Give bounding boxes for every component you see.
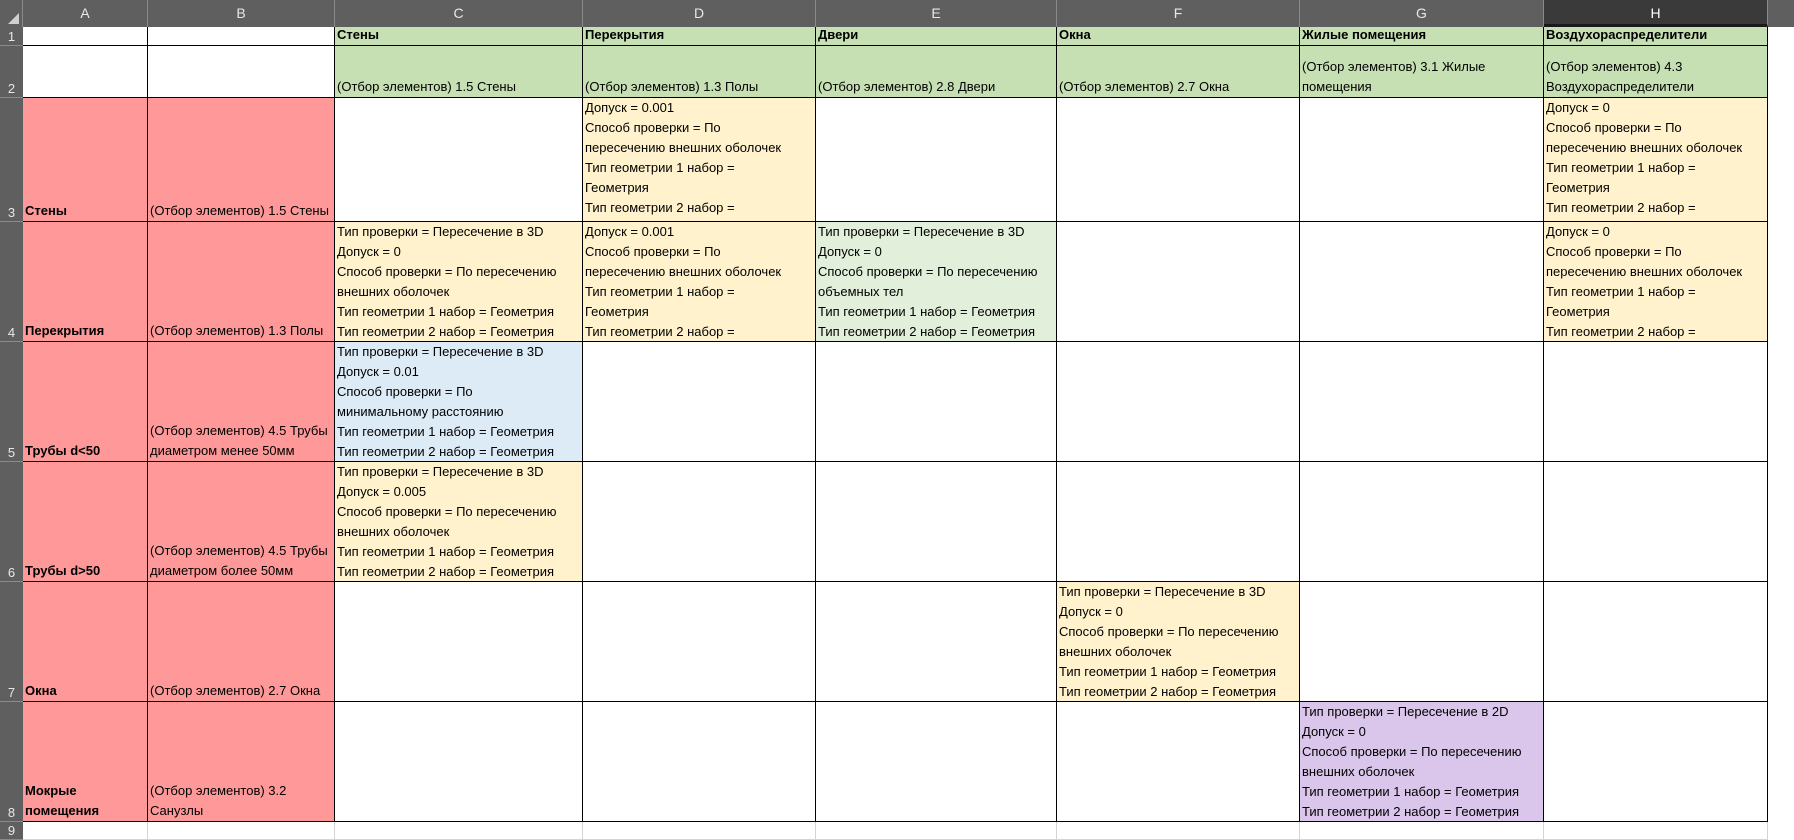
cell-text-line: Тип проверки = Пересечение в 3D: [818, 224, 1025, 239]
cell-d3[interactable]: [583, 98, 816, 222]
cell-text-line: Тип геометрии 2 набор =: [585, 200, 735, 215]
cell-h7[interactable]: [1544, 582, 1768, 702]
cell-text-line: Тип геометрии 2 набор =: [1546, 200, 1696, 215]
row-number: 2: [7, 81, 16, 96]
cell-text-line: Тип геометрии 1 набор = Геометрия: [337, 304, 555, 319]
cell-text-block: [1302, 702, 1541, 822]
cell-f7[interactable]: [1057, 582, 1300, 702]
header-cell-e2[interactable]: [816, 46, 1057, 98]
cell-d8[interactable]: [583, 702, 816, 822]
cell-text-line: Тип проверки = Пересечение в 3D: [1059, 584, 1266, 599]
header-cell-h2[interactable]: [1544, 46, 1768, 98]
cell-h5[interactable]: [1544, 342, 1768, 462]
cell-g9[interactable]: [1300, 822, 1544, 840]
cell-text-line: Тип проверки = Пересечение в 2D: [1302, 704, 1509, 719]
row-header-9[interactable]: [0, 822, 23, 840]
cell-d4[interactable]: [583, 222, 816, 342]
cell-text: (Отбор элементов) 2.7 Окна: [1059, 79, 1230, 94]
cell-text-block: [337, 342, 580, 462]
row-number: 4: [7, 325, 16, 340]
row-number: 3: [7, 205, 16, 220]
cell-text: Стены: [25, 203, 67, 218]
cell-text-line: Тип геометрии 1 набор =: [1546, 160, 1696, 175]
cell-text-line: Тип геометрии 1 набор =: [1546, 284, 1696, 299]
cell-text-line: Тип проверки = Пересечение в 3D: [337, 224, 544, 239]
cell-text-line: Геометрия: [585, 180, 649, 195]
cell-text: (Отбор элементов) 4.3 Воздухораспределители: [1546, 59, 1694, 94]
cell-text-line: Способ проверки = По: [585, 120, 721, 135]
cell-a1[interactable]: [23, 27, 148, 46]
cell-text-line: пересечению внешних оболочек: [1546, 140, 1743, 155]
cell-text-line: Тип геометрии 2 набор = Геометрия: [337, 444, 555, 459]
cell-text-line: Тип геометрии 1 набор = Геометрия: [337, 544, 555, 559]
select-all-corner[interactable]: [0, 0, 23, 27]
cell-text-line: Допуск = 0.001: [585, 224, 675, 239]
cell-g7[interactable]: [1300, 582, 1544, 702]
cell-text-block: [585, 222, 813, 342]
row-header-2[interactable]: [0, 46, 23, 98]
cell-f3[interactable]: [1057, 98, 1300, 222]
cell-text: Окна: [25, 683, 57, 698]
cell-h8[interactable]: [1544, 702, 1768, 822]
cell-h9[interactable]: [1544, 822, 1768, 840]
cell-e5[interactable]: [816, 342, 1057, 462]
cell-text-line: внешних оболочек: [1059, 644, 1172, 659]
cell-g8[interactable]: [1300, 702, 1544, 822]
cell-f6[interactable]: [1057, 462, 1300, 582]
cell-text-line: Тип геометрии 1 набор = Геометрия: [818, 304, 1036, 319]
cell-text: (Отбор элементов) 1.3 Полы: [150, 323, 324, 338]
cell-text: (Отбор элементов) 1.5 Стены: [337, 79, 516, 94]
cell-h4[interactable]: [1544, 222, 1768, 342]
cell-c7[interactable]: [335, 582, 583, 702]
cell-text-line: Тип геометрии 1 набор = Геометрия: [337, 424, 555, 439]
cell-text-line: Тип геометрии 2 набор = Геометрия: [1059, 684, 1277, 699]
cell-g6[interactable]: [1300, 462, 1544, 582]
column-header-c[interactable]: C: [335, 0, 583, 27]
cell-text-block: [337, 462, 580, 582]
cell-text: (Отбор элементов) 4.5 Трубы диаметром более 50мм: [150, 543, 328, 578]
cell-d7[interactable]: [583, 582, 816, 702]
cell-text-block: [1059, 582, 1297, 702]
cell-text-line: Тип геометрии 2 набор = Геометрия: [337, 324, 555, 339]
row-label-b7[interactable]: [148, 582, 335, 702]
row-label-b5[interactable]: [148, 342, 335, 462]
cell-text-line: пересечению внешних оболочек: [585, 264, 782, 279]
row-label-a8[interactable]: [23, 702, 148, 822]
cell-text-line: Допуск = 0: [818, 244, 882, 259]
cell-e4[interactable]: [816, 222, 1057, 342]
column-header-f[interactable]: F: [1057, 0, 1300, 27]
cell-text-line: Способ проверки = По: [337, 384, 473, 399]
cell-b1[interactable]: [148, 27, 335, 46]
header-cell-d1[interactable]: [583, 27, 816, 46]
column-header-b[interactable]: B: [148, 0, 335, 27]
cell-f8[interactable]: [1057, 702, 1300, 822]
cell-c3[interactable]: [335, 98, 583, 222]
cell-text: (Отбор элементов) 1.3 Полы: [585, 79, 759, 94]
cell-text-line: Допуск = 0: [1546, 100, 1610, 115]
cell-text: Перекрытия: [585, 27, 665, 42]
cell-b9[interactable]: [148, 822, 335, 840]
row-label-a7[interactable]: [23, 582, 148, 702]
cell-text: Окна: [1059, 27, 1091, 42]
cell-e8[interactable]: [816, 702, 1057, 822]
cell-text-line: Способ проверки = По пересечению: [1059, 624, 1279, 639]
row-header-6[interactable]: [0, 462, 23, 582]
cell-text-line: Геометрия: [1546, 304, 1610, 319]
header-cell-g1[interactable]: [1300, 27, 1544, 46]
cell-text: (Отбор элементов) 2.7 Окна: [150, 683, 321, 698]
cell-text-line: внешних оболочек: [337, 284, 450, 299]
cell-text-line: Тип геометрии 2 набор = Геометрия: [1302, 804, 1520, 819]
cell-text: Жилые помещения: [1302, 27, 1427, 42]
cell-text-line: Допуск = 0: [1059, 604, 1123, 619]
cell-text: Трубы d<50: [25, 443, 101, 458]
cell-text-line: Тип геометрии 2 набор = Геометрия: [337, 564, 555, 579]
cell-g3[interactable]: [1300, 98, 1544, 222]
header-cell-f1[interactable]: [1057, 27, 1300, 46]
cell-text-line: Способ проверки = По: [585, 244, 721, 259]
cell-f9[interactable]: [1057, 822, 1300, 840]
cell-g4[interactable]: [1300, 222, 1544, 342]
cell-text: Трубы d>50: [25, 563, 101, 578]
cell-text-line: Допуск = 0: [1302, 724, 1366, 739]
row-header-5[interactable]: [0, 342, 23, 462]
cell-text-line: Способ проверки = По: [1546, 120, 1682, 135]
header-cell-c1[interactable]: [335, 27, 583, 46]
row-header-3[interactable]: [0, 98, 23, 222]
cell-b2[interactable]: [148, 46, 335, 98]
row-label-b4[interactable]: [148, 222, 335, 342]
column-header-h[interactable]: H: [1544, 0, 1768, 27]
cell-text-block: [585, 98, 813, 218]
row-label-a5[interactable]: [23, 342, 148, 462]
cell-text-line: Способ проверки = По пересечению: [1302, 744, 1522, 759]
row-label-a6[interactable]: [23, 462, 148, 582]
cell-text: Двери: [818, 27, 859, 42]
cell-text-line: пересечению внешних оболочек: [1546, 264, 1743, 279]
cell-text-line: внешних оболочек: [1302, 764, 1415, 779]
cell-text-line: Способ проверки = По пересечению: [818, 264, 1038, 279]
cell-text-line: Допуск = 0.01: [337, 364, 419, 379]
cell-text-line: Способ проверки = По пересечению: [337, 504, 557, 519]
header-cell-g2[interactable]: [1300, 46, 1544, 98]
column-header-d[interactable]: D: [583, 0, 816, 27]
column-header-g[interactable]: G: [1300, 0, 1544, 27]
row-header-4[interactable]: [0, 222, 23, 342]
cell-text: Воздухораспределители: [1546, 27, 1708, 42]
cell-text-block: [818, 222, 1054, 342]
cell-text: (Отбор элементов) 3.1 Жилые помещения: [1302, 59, 1486, 94]
cell-text-line: Тип проверки = Пересечение в 3D: [337, 464, 544, 479]
cell-text-block: [337, 222, 580, 342]
cell-g5[interactable]: [1300, 342, 1544, 462]
cell-a9[interactable]: [23, 822, 148, 840]
cell-text-block: [1546, 222, 1765, 342]
cell-e9[interactable]: [816, 822, 1057, 840]
select-all-triangle-icon: [8, 13, 19, 24]
row-number: 7: [7, 685, 16, 700]
cell-a2[interactable]: [23, 46, 148, 98]
row-header-8[interactable]: [0, 702, 23, 822]
cell-text: Мокрые помещения: [25, 783, 100, 818]
cell-text-line: Способ проверки = По: [1546, 244, 1682, 259]
cell-c6[interactable]: [335, 462, 583, 582]
cell-text: (Отбор элементов) 4.5 Трубы диаметром менее 50мм: [150, 423, 328, 458]
header-cell-c2[interactable]: [335, 46, 583, 98]
cell-f5[interactable]: [1057, 342, 1300, 462]
cell-f4[interactable]: [1057, 222, 1300, 342]
row-number: 1: [7, 29, 16, 44]
cell-c8[interactable]: [335, 702, 583, 822]
cell-text-line: Допуск = 0.001: [585, 100, 675, 115]
cell-text-line: Тип геометрии 1 набор = Геометрия: [1059, 664, 1277, 679]
cell-h6[interactable]: [1544, 462, 1768, 582]
cell-text: (Отбор элементов) 3.2 Санузлы: [150, 783, 287, 818]
row-label-b3[interactable]: [148, 98, 335, 222]
row-label-a4[interactable]: [23, 222, 148, 342]
cell-text-line: Тип геометрии 1 набор = Геометрия: [1302, 784, 1520, 799]
cell-text: (Отбор элементов) 2.8 Двери: [818, 79, 996, 94]
cell-d9[interactable]: [583, 822, 816, 840]
cell-text-line: Тип геометрии 1 набор =: [585, 284, 735, 299]
cell-text-line: Допуск = 0.005: [337, 484, 427, 499]
row-number: 8: [7, 805, 16, 820]
cell-e3[interactable]: [816, 98, 1057, 222]
column-header-empty: [1768, 0, 1794, 27]
row-label-b6[interactable]: [148, 462, 335, 582]
cell-h3[interactable]: [1544, 98, 1768, 222]
row-header-1[interactable]: [0, 27, 23, 46]
cell-text-line: Тип геометрии 2 набор =: [1546, 324, 1696, 339]
cell-text-line: Геометрия: [1546, 180, 1610, 195]
row-number: 9: [7, 823, 16, 838]
cell-text-line: минимальному расстоянию: [337, 404, 504, 419]
cell-text-line: Тип проверки = Пересечение в 3D: [337, 344, 544, 359]
cell-c9[interactable]: [335, 822, 583, 840]
header-cell-f2[interactable]: [1057, 46, 1300, 98]
header-cell-h1[interactable]: [1544, 27, 1768, 46]
row-number: 6: [7, 565, 16, 580]
cell-text-line: Геометрия: [585, 304, 649, 319]
row-number: 5: [7, 445, 16, 460]
cell-text-line: Допуск = 0: [1546, 224, 1610, 239]
cell-text-line: пересечению внешних оболочек: [585, 140, 782, 155]
cell-d6[interactable]: [583, 462, 816, 582]
cell-text-line: Допуск = 0: [337, 244, 401, 259]
cell-text: (Отбор элементов) 1.5 Стены: [150, 203, 329, 218]
cell-e7[interactable]: [816, 582, 1057, 702]
cell-c5[interactable]: [335, 342, 583, 462]
cell-d5[interactable]: [583, 342, 816, 462]
column-header-bar: [0, 0, 1794, 27]
row-header-7[interactable]: [0, 582, 23, 702]
row-label-b8[interactable]: [148, 702, 335, 822]
cell-text: Перекрытия: [25, 323, 105, 338]
cell-text-line: Способ проверки = По пересечению: [337, 264, 557, 279]
cell-text-block: [1546, 98, 1765, 218]
column-header-a[interactable]: A: [23, 0, 148, 27]
cell-text-line: Тип геометрии 2 набор = Геометрия: [818, 324, 1036, 339]
cell-text-line: внешних оболочек: [337, 524, 450, 539]
cell-c4[interactable]: [335, 222, 583, 342]
header-cell-d2[interactable]: [583, 46, 816, 98]
cell-e6[interactable]: [816, 462, 1057, 582]
cell-text-line: Тип геометрии 2 набор =: [585, 324, 735, 339]
header-cell-e1[interactable]: [816, 27, 1057, 46]
row-label-a3[interactable]: [23, 98, 148, 222]
cell-text: Стены: [337, 27, 379, 42]
column-header-e[interactable]: E: [816, 0, 1057, 27]
cell-text-line: Тип геометрии 1 набор =: [585, 160, 735, 175]
cell-text-line: объемных тел: [818, 284, 904, 299]
